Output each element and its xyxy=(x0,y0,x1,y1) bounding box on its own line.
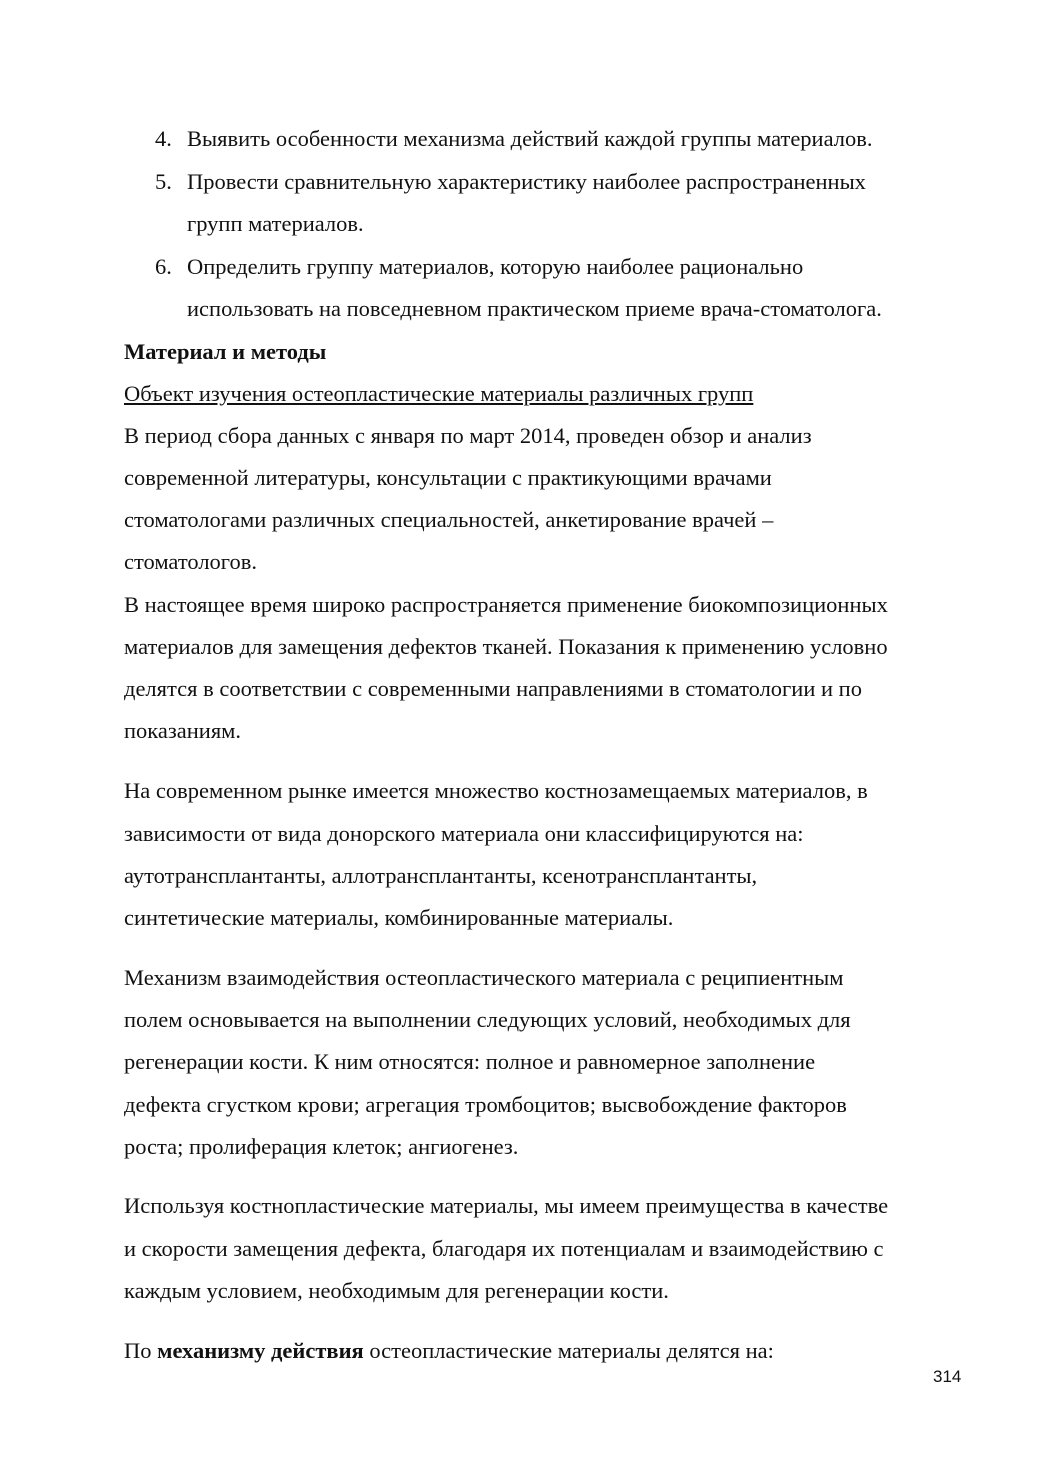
list-item-text: Определить группу материалов, которую наиболее рационально xyxy=(187,254,804,279)
list-item-text: Выявить особенности механизма действий каждой группы материалов. xyxy=(187,126,873,151)
paragraph-line: дефекта сгустком крови; агрегация тромбоцитов; высвобождение факторов xyxy=(124,1092,847,1117)
paragraph-line: показаниям. xyxy=(124,718,242,743)
emphasis-text: механизму действия xyxy=(157,1338,364,1363)
paragraph-line: аутотрансплантанты, аллотрансплантанты, ксенотрансплантанты, xyxy=(124,863,758,888)
paragraph-line: современной литературы, консультации с практикующими врачами xyxy=(124,465,772,490)
list-item-text: использовать на повседневном практическом приеме врача-стоматолога. xyxy=(187,296,882,321)
object-of-study: Объект изучения остеопластические материалы различных групп xyxy=(124,381,754,406)
paragraph-line: регенерации кости. К ним относятся: полное и равномерное заполнение xyxy=(124,1049,816,1074)
text-prefix: По xyxy=(124,1338,158,1363)
paragraph-line: стоматологов. xyxy=(124,549,257,574)
paragraph-line: роста; пролиферация клеток; ангиогенез. xyxy=(124,1134,519,1159)
paragraph-line: В настоящее время широко распространяется применение биокомпозиционных xyxy=(124,592,888,617)
paragraph-line: делятся в соответствии с современными направлениями в стоматологии и по xyxy=(124,676,862,701)
paragraph-line: синтетические материалы, комбинированные материалы. xyxy=(124,905,674,930)
paragraph-line: зависимости от вида донорского материала они классифицируются на: xyxy=(124,821,804,846)
section-heading: Материал и методы xyxy=(124,339,327,364)
list-number: 4. xyxy=(155,126,172,151)
page-number: 314 xyxy=(933,1367,962,1386)
list-number: 6. xyxy=(155,254,172,279)
paragraph-line: На современном рынке имеется множество костнозамещаемых материалов, в xyxy=(124,778,868,803)
paragraph-line: и скорости замещения дефекта, благодаря их потенциалам и взаимодействию с xyxy=(124,1236,884,1261)
paragraph-line: Механизм взаимодействия остеопластического материала с реципиентным xyxy=(124,965,844,990)
paragraph-line: В период сбора данных с января по март 2014, проведен обзор и анализ xyxy=(124,423,812,448)
paragraph-line: материалов для замещения дефектов тканей. Показания к применению условно xyxy=(124,634,888,659)
paragraph-line: полем основывается на выполнении следующих условий, необходимых для xyxy=(124,1007,851,1032)
paragraph-line: стоматологами различных специальностей, анкетирование врачей – xyxy=(124,507,774,532)
list-item-text: групп материалов. xyxy=(187,211,364,236)
list-number: 5. xyxy=(155,169,172,194)
paragraph-line xyxy=(124,1337,774,1365)
text-suffix: остеопластические материалы делятся на: xyxy=(363,1338,774,1363)
paragraph-line: каждым условием, необходимым для регенерации кости. xyxy=(124,1278,669,1303)
list-item-text: Провести сравнительную характеристику наиболее распространенных xyxy=(187,169,866,194)
paragraph-line: Используя костнопластические материалы, мы имеем преимущества в качестве xyxy=(124,1193,889,1218)
